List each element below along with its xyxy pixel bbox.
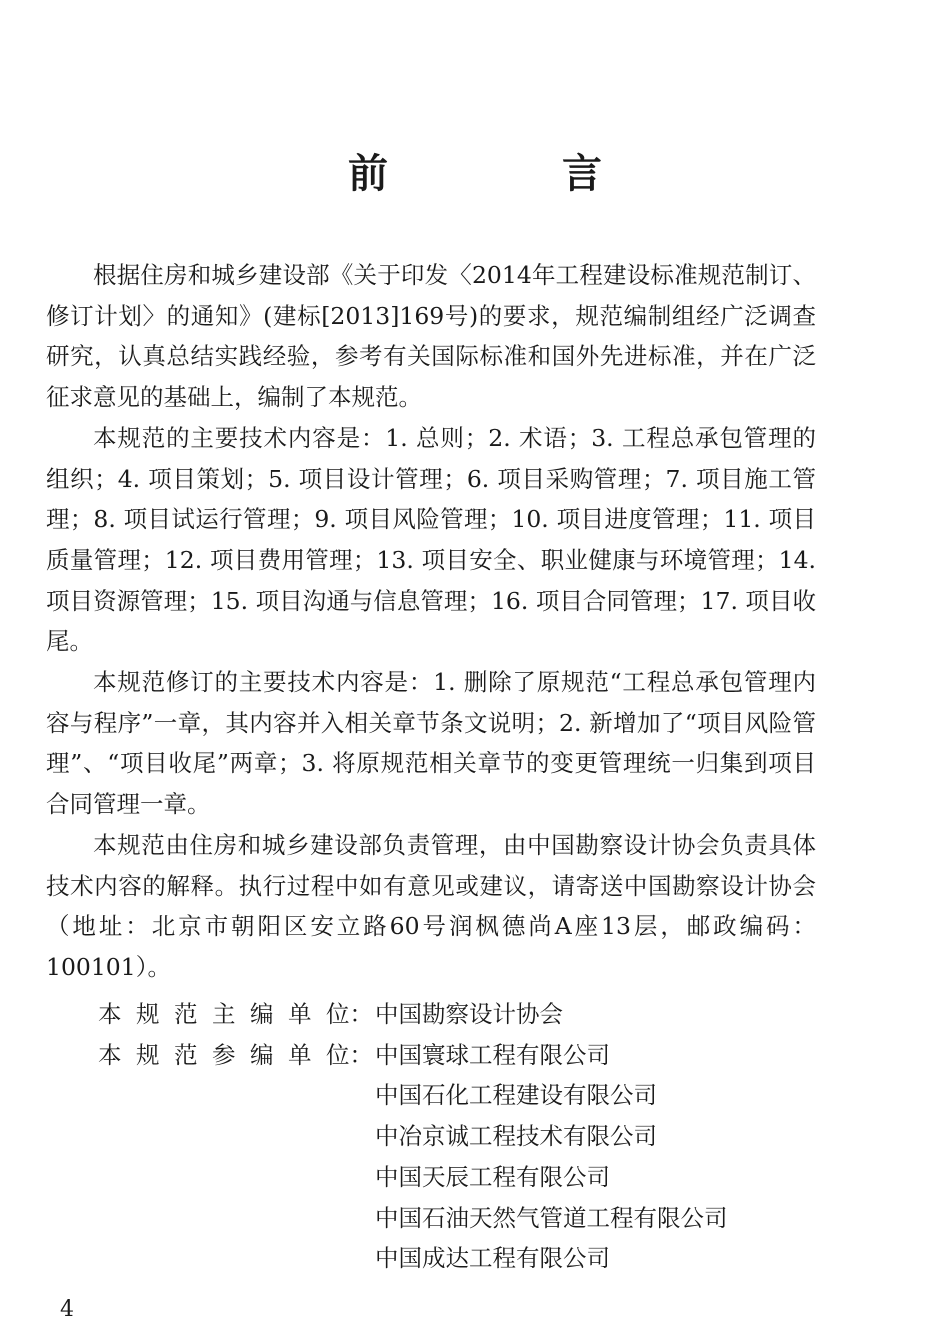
participating-unit-name: 中国天辰工程有限公司 [375,1162,610,1191]
paragraph-mandate: 根据住房和城乡建设部《关于印发〈2014年工程建设标准规范制订、修订计划〉的通知》(建标[2013]169号)的要求，规范编制组经广泛调查研究，认真总结实践经验，参考有关国际标准和国外先进标准，并在广泛征求意见的基础上，编制了本规范。 [46,261,816,412]
label-char: 规 [136,1000,160,1028]
paragraph-main-content: 本规范的主要技术内容是：1. 总则；2. 术语；3. 工程总承包管理的组织；4. 项目策划；5. 项目设计管理；6. 项目采购管理；7. 项目施工管理；8. 项目试运行管理；9. 项目风险管理；10. 项目进度管理；11. 项目质量管理；12. 项目费用管理；13. 项目安全、职业健康与环境管理；14. 项目资源管理；15. 项目沟通与信息管理；16. 项目合同管理；17. 项目收尾。 [46,423,816,656]
label-char: 位： [326,1000,373,1028]
preface-body [46,255,816,988]
participating-unit-name: 中冶京诚工程技术有限公司 [375,1122,657,1151]
label-char: 规 [136,1040,160,1069]
label-char: 范 [174,1000,198,1028]
label-char: 编 [250,1000,274,1028]
label-char: 位： [326,1040,373,1069]
drafting-units [98,994,818,1279]
label-char: 单 [288,1040,312,1069]
participating-unit-name: 中国石油天然气管道工程有限公司 [375,1203,728,1232]
participating-unit-label [98,1035,373,1076]
participating-unit-row [98,1035,818,1076]
label-char: 编 [250,1040,274,1069]
label-char: 单 [288,1000,312,1028]
paragraph-revision-content: 本规范修订的主要技术内容是：1. 删除了原规范“工程总承包管理内容与程序”一章，其内容并入相关章节条文说明；2. 新增加了“项目风险管理”、“项目收尾”两章；3. 将原规范相关章节的变更管理统一归集到项目合同管理一章。 [46,668,816,819]
chief-unit-row [98,994,818,1035]
page-title: 前 言 [348,151,682,197]
participating-unit-name: 中国寰球工程有限公司 [375,1040,610,1069]
label-char: 范 [174,1040,198,1069]
label-char: 本 [98,1040,122,1069]
participating-unit-name: 中国石化工程建设有限公司 [375,1081,657,1110]
page-number: 4 [60,1297,74,1322]
label-char: 本 [98,1000,122,1028]
label-char: 参 [212,1040,236,1069]
paragraph-management: 本规范由住房和城乡建设部负责管理，由中国勘察设计协会负责具体技术内容的解释。执行过程中如有意见或建议，请寄送中国勘察设计协会（地址：北京市朝阳区安立路60号润枫德尚A座13层，邮政编码：100101）。 [46,830,816,981]
chief-unit-name: 中国勘察设计协会 [375,1000,563,1028]
label-char: 主 [212,1000,236,1028]
participating-unit-name: 中国成达工程有限公司 [375,1244,610,1273]
chief-unit-label [98,994,373,1035]
